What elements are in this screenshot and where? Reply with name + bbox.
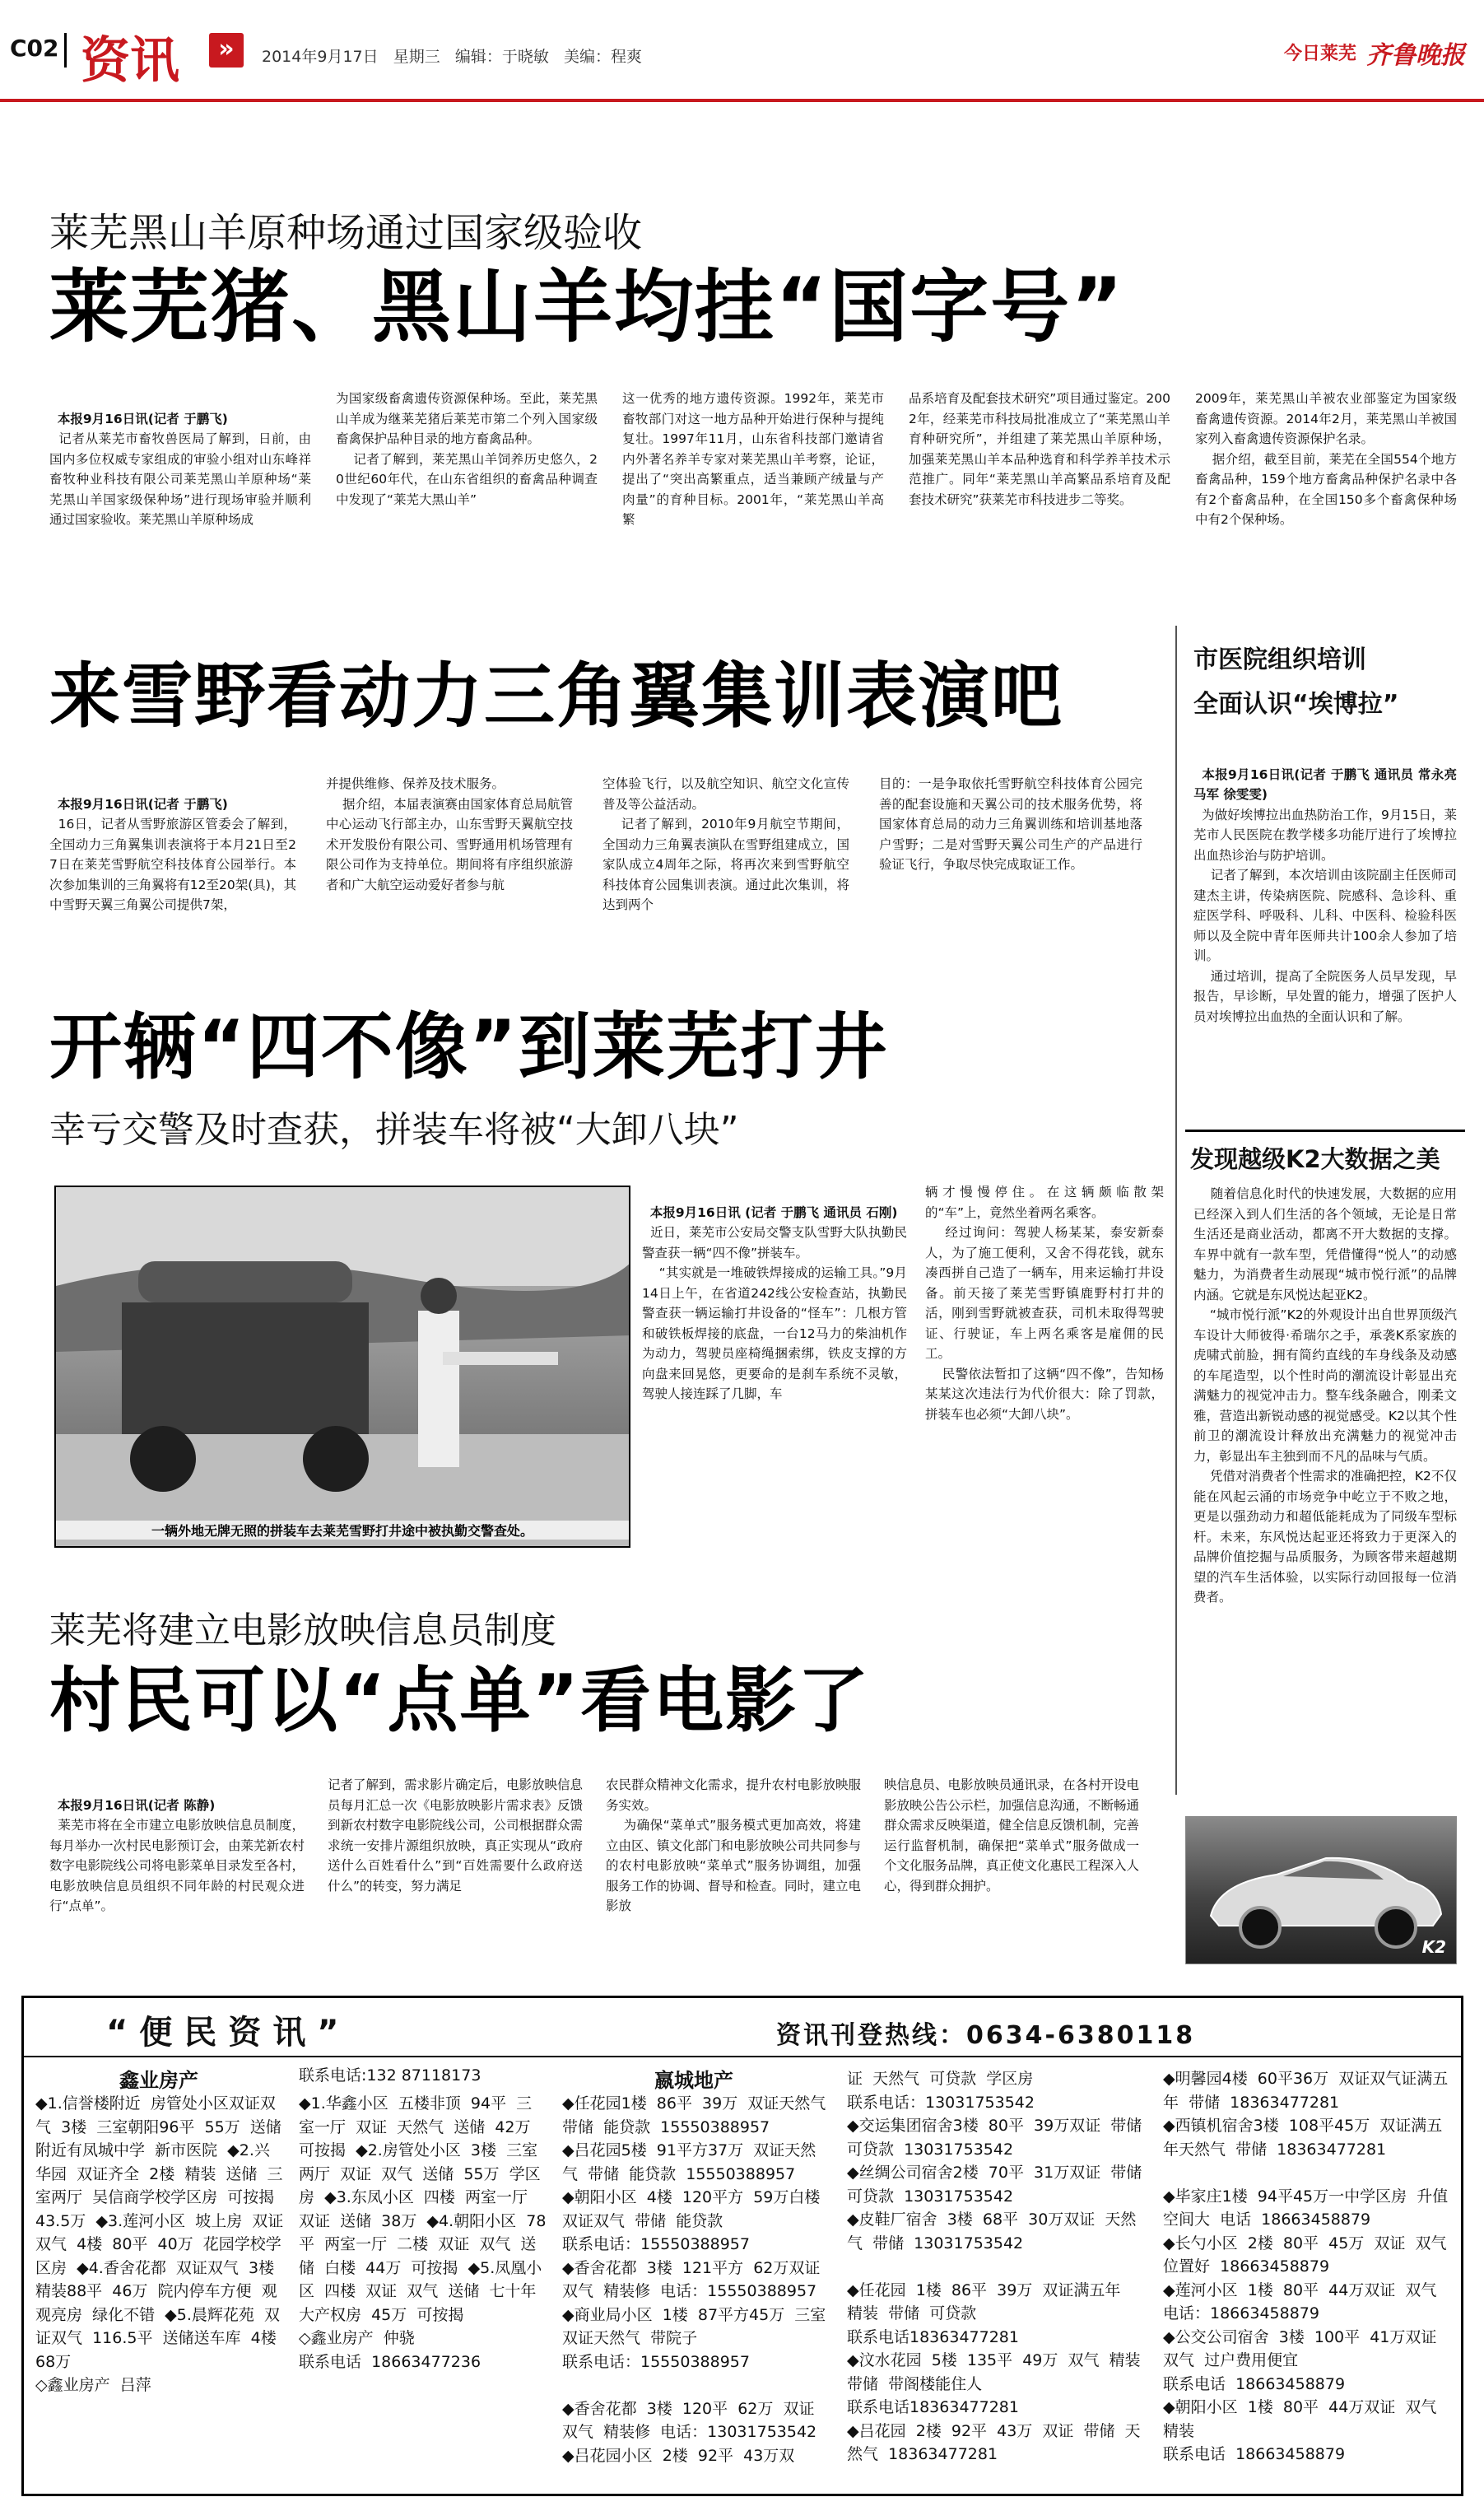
article2-headline: 来雪野看动力三角翼集训表演吧 xyxy=(49,655,1063,738)
classified-box xyxy=(21,1996,1463,2496)
article1-col5: 2009年，莱芜黑山羊被农业部鉴定为国家级畜禽遗传资源。2014年2月，莱芜黑山羊被国家列入畜禽遗传资源保护名录。 据介绍，截至目前，莱芜在全国554个地方畜禽品种，159个地方畜禽品种保护名录中各有2个畜禽品种，在全国150多个畜禽保种场中有2个保种场。 xyxy=(1195,391,1457,527)
ad-col2-head: 联系电话:132 87118173 xyxy=(299,2066,481,2085)
sidebar2-title: 发现越级K2大数据之美 xyxy=(1190,1145,1440,1173)
ad-col3-head: 嬴城地产 xyxy=(654,2069,733,2092)
masthead-meta: 2014年9月17日 星期三 编辑：于晓敏 美编：程爽 xyxy=(262,48,642,66)
article4-byline: 本报9月16日讯(记者 陈静) xyxy=(57,1797,216,1813)
article3-headline: 开辆“四不像”到莱芜打井 xyxy=(49,1004,889,1089)
article2-col4: 目的：一是争取依托雪野航空科技体育公园完善的配套设施和天翼公司的技术服务优势，将国家体育总局的动力三角翼训练和培训基地落户雪野；二是对雪野天翼公司生产的产品进行验证飞行，争取尽快完成取证工作。 xyxy=(879,776,1142,872)
article2-col1 xyxy=(49,774,296,915)
article4-col1 xyxy=(49,1775,305,1917)
article1-headline: 莱芜猪、黑山羊均挂“国字号” xyxy=(49,261,1125,353)
article3-byline: 本报9月16日讯 (记者 于鹏飞 通讯员 石刚) xyxy=(649,1204,898,1220)
sidebar1-title2: 全面认识“埃博拉” xyxy=(1193,690,1399,719)
car-badge: K2 xyxy=(1421,1937,1446,1957)
sidebar2-body: 随着信息化时代的快速发展，大数据的应用已经深入到人们生活的各个领域，无论是日常生活还是商业活动，都离不开大数据的支撑。车界中就有一款车型，凭借懂得“悦人”的动感魅力，为消费者生动展现“城市悦行派”的品牌内涵。它就是东风悦达起亚K2。 “城市悦行派”K2的外观设计出自世界顶级汽车设计大师彼得·希瑞尔之手，承袭K系家族的虎啸式前脸，拥有简约直线的车身线条及动感的车尾造型，以个性时尚的潮流设计彰显出充满魅力的视觉冲击力。整车线条融合，刚柔文雅，营造出新锐动感的视觉感受。K2以其个性前卫的潮流设计释放出充满魅力的视觉冲击力，彰显出车主独到而不凡的品味与气质。 凭借对消费者个性需求的准确把控，K2不仅能在风起云涌的市场竞争中屹立于不败之地，更是以强劲动力和超低能耗成为了同级车型标杆。未来，东风悦达起亚还将致力于更深入的品牌价值挖掘与品质服务，为顾客带来超越期望的汽车生活体验，以实际行动回报每一位消费者。 xyxy=(1193,1186,1457,1605)
masthead-divider xyxy=(64,33,67,68)
ad-col2-body: ◆1.华鑫小区 五楼非顶 94平 三室一厅 双证 天然气 送储 42万 可按揭 ◆2.房管处小区 3楼 三室两厅 双证 双气 送储 55万 学区房 ◆3.东凤小区 四楼 两室一厅 双证 送储 38万 ◆4.朝阳小区 78平 两室一厅 二楼 双证 双气 送储 白楼 44万 可按揭 ◆5.凤凰小区 四楼 双证 双气 送储 七十年大产权房 45万 可按揭 ◇鑫业房产 仲骁 联系电话 18663477236 xyxy=(299,2094,547,2371)
sidebar1-title1: 市医院组织培训 xyxy=(1193,645,1366,674)
section-title: 资讯 xyxy=(81,32,179,90)
article4-kicker: 莱芜将建立电影放映信息员制度 xyxy=(49,1610,556,1651)
article2-col3: 空体验飞行，以及航空知识、航空文化宣传普及等公益活动。 记者了解到，2010年9月航空节期间，全国动力三角翼表演队在雪野组建成立，国家队成立4周年之际，将再次来到雪野航空科技体育公园集训表演。通过此次集训，将达到两个 xyxy=(602,776,849,912)
sidebar-divider xyxy=(1175,626,1177,1795)
sidebar1-body xyxy=(1193,744,1462,1027)
masthead xyxy=(0,0,1484,115)
article2-col2: 并提供维修、保养及技术服务。 据介绍，本届表演赛由国家体育总局航管中心运动飞行部主办，山东雪野天翼航空技术开发股份有限公司、雪野通用机场管理有限公司作为支持单位。期间将有序组织旅游者和广大航空运动爱好者参与航 xyxy=(326,776,573,892)
sidebar2-rule xyxy=(1185,1130,1465,1132)
article1-col1 xyxy=(49,389,311,530)
ad-col1-head: 鑫业房产 xyxy=(119,2069,198,2092)
article1-col4: 品系培育及配套技术研究”项目通过鉴定。2002年，经莱芜市科技局批准成立了“莱芜黑山羊育种研究所”，并组建了莱芜黑山羊原种场，加强莱芜黑山羊本品种选育和科学养羊技术示范推广。同年“莱芜黑山羊高繁品系培育及配套技术研究”获莱芜市科技进步二等奖。 xyxy=(909,391,1170,507)
article2-byline: 本报9月16日讯(记者 于鹏飞) xyxy=(57,796,228,812)
brand-name: 今日莱芜 xyxy=(1284,44,1357,64)
masthead-rule xyxy=(0,99,1484,102)
ad-col4-body: 证 天然气 可贷款 学区房 联系电话：13031753542 ◆交运集团宿舍3楼 80平 39万双证 带储 可贷款 13031753542 ◆丝绸公司宿舍2楼 70平 31万双证 带储 可贷款 13031753542 ◆皮鞋厂宿舍 3楼 68平 30万双证 天然气 带储 13031753542 ◆任花园 1楼 86平 39万 双证满五年 精装 带储 可贷款 联系电话18363477281 ◆汶水花园 5楼 135平 49万 双气 精装 带储 带阁楼能住人 联系电话18363477281 ◆吕花园 2楼 92平 43万 双证 带储 天然气 18363477281 xyxy=(847,2070,1142,2463)
article3-col2: 辆才慢慢停住。在这辆颇临散架的“车”上，竟然坐着两名乘客。 经过询问：驾驶人杨某某，泰安新泰人，为了施工便利，又舍不得花钱，就东凑西拼自己造了一辆车，用来运输打井设备。前天接了莱芜雪野镇鹿野村打井的活，刚到雪野就被查获，司机未取得驾驶证、行驶证，车上两名乘客是雇佣的民工。 民警依法暂扣了这辆“四不像”，告知杨某某这次违法行为代价很大：除了罚款，拼装车也必须“大卸八块”。 xyxy=(925,1185,1165,1422)
article1-col2: 为国家级畜禽遗传资源保种场。至此，莱芜黑山羊成为继莱芜猪后莱芜市第二个列入国家级畜禽保护品种目录的地方畜禽品种。 记者了解到，莱芜黑山羊饲养历史悠久，20世纪60年代，在山东省组织的畜禽品种调查中发现了“莱芜大黑山羊” xyxy=(336,391,598,507)
article2-text: 16日，记者从雪野旅游区管委会了解到，全国动力三角翼集训表演将于本月21日至27日在莱芜雪野航空科技体育公园举行。本次参加集训的三角翼将有12至20架(具)，其中雪野天翼三角翼公司提供7架， xyxy=(49,817,296,912)
article1-byline: 本报9月16日讯(记者 于鹏飞) xyxy=(57,411,228,426)
ad-col3-body: ◆任花园1楼 86平 39万 双证天然气 带储 能贷款 15550388957 ◆吕花园5楼 91平方37万 双证天然气 带储 能贷款 15550388957 ◆朝阳小区 4楼 120平方 59万白楼 双证双气 带储 能贷款 联系电话：15550388957 ◆香舍花都 3楼 121平方 62万双证双气 精装修 电话：15550388957 ◆商业局小区 1楼 87平方45万 三室 双证天然气 带院子 联系电话：15550388957 ◆香舍花都 3楼 120平 62万 双证双气 精装修 电话：13031753542 ◆吕花园小区 2楼 92平 43万双 xyxy=(562,2094,826,2465)
classified-header: “便民资讯” xyxy=(106,2014,351,2052)
ad-col1-body: ◆1.信誉楼附近 房管处小区双证双气 3楼 三室朝阳96平 55万 送储 附近有凤城中学 新市医院 ◆2.兴华园 双证齐全 2楼 精装 送储 三室两厅 吴信商学校学区房 可按揭 43.5万 ◆3.莲河小区 坡上房 双证双气 4楼 80平 40万 花园学校学区房 ◆4.香舍花都 双证双气 3楼 精装88平 46万 院内停车方便 观观亮房 绿化不错 ◆5.晨辉花苑 双证双气 116.5平 送储送车库 4楼 68万 ◇鑫业房产 吕萍 xyxy=(35,2094,284,2394)
car-icon xyxy=(1186,1817,1457,1964)
article3-col1 xyxy=(642,1182,907,1405)
photo-caption: 一辆外地无牌无照的拼装车去莱芜雪野打井途中被执勤交警查处。 xyxy=(56,1521,629,1540)
classified-hotline: 资讯刊登热线：0634-6380118 xyxy=(776,2021,1196,2050)
classified-rule xyxy=(24,2056,1461,2057)
article4-text: 莱芜市将在全市建立电影放映信息员制度，每月举办一次村民电影预订会，由莱芜新农村数字电影院线公司将电影菜单目录发至各村，电影放映信息员组织不同年龄的村民观众进行“点单”。 xyxy=(49,1818,305,1913)
article3-text: 近日，莱芜市公安局交警支队雪野大队执勤民警查获一辆“四不像”拼装车。 “其实就是一堆破铁焊接成的运输工具。”9月14日上午，在省道242线公安检查站，执勤民警查获一辆运输打井设备的“怪车”：几根方管和破铁板焊接的底盘，一台12马力的柴油机作为动力，驾驶员座椅绳捆索绑，铁皮支撑的方向盘来回晃悠，更要命的是刹车系统不灵敏，驾驶人接连踩了几脚，车 xyxy=(642,1225,907,1401)
article1-kicker: 莱芜黑山羊原种场通过国家级验收 xyxy=(49,210,643,256)
ad-col5-body: ◆明馨园4楼 60平36万 双证双气证满五年 带储 18363477281 ◆西镇机宿舍3楼 108平45万 双证满五年天然气 带储 18363477281 ◆毕家庄1楼 94平45万一中学区房 升值空间大 电话 18663458879 ◆长勺小区 2楼 80平 45万 双证 双气 位置好 18663458879 ◆莲河小区 1楼 80平 44万双证 双气 电话：18663458879 ◆公交公司宿舍 3楼 100平 41万双证 双气 过户费用便宜 联系电话 18663458879 ◆朝阳小区 1楼 80平 44万双证 双气 精装 联系电话 18663458879 xyxy=(1163,2070,1449,2463)
photo-illustration xyxy=(56,1187,630,1548)
article4-col4: 映信息员、电影放映员通讯录，在各村开设电影放映公告公示栏，加强信息沟通，不断畅通群众需求反映渠道，健全信息反馈机制，完善运行监督机制，确保把“菜单式”服务做成一个文化服务品牌，真正使文化惠民工程深入人心，得到群众拥护。 xyxy=(884,1777,1140,1894)
article3-subhead: 幸亏交警及时查获，拼装车将被“大卸八块” xyxy=(49,1109,739,1151)
article1-text: 记者从莱芜市畜牧兽医局了解到，日前，由国内多位权威专家组成的审验小组对山东峰祥畜牧种业科技有限公司莱芜黑山羊原种场“莱芜黑山羊国家级保种场”进行现场审验并顺利通过国家验收。莱芜黑山羊原种场成 xyxy=(49,431,311,527)
article4-col2: 记者了解到，需求影片确定后，电影放映信息员每月汇总一次《电影放映影片需求表》反馈到新农村数字电影院线公司，公司根据群众需求统一安排片源组织放映，真正实现从“政府送什么百姓看什么”到“百姓需要什么政府送什么”的转变，努力满足 xyxy=(328,1777,584,1894)
section-arrow-icon: » xyxy=(209,33,244,68)
sidebar1-byline: 本报9月16日讯(记者 于鹏飞 通讯员 常永亮 马军 徐雯雯) xyxy=(1193,766,1462,802)
page-number: C02 xyxy=(10,35,59,62)
paper-logo: 齐鲁晚报 xyxy=(1366,41,1465,70)
sidebar1-text: 为做好埃博拉出血热防治工作，9月15日，莱芜市人民医院在教学楼多功能厅进行了埃博拉出血热诊治与防护培训。 记者了解到，本次培训由该院副主任医师司建杰主讲，传染病医院、院感科、急诊科、重症医学科、呼吸科、儿科、中医科、检验科医师以及全院中青年医师共计100余人参加了培训。 通过培训，提高了全院医务人员早发现，早报告，早诊断，早处置的能力，增强了医护人员对埃博拉出血热的全面认识和了解。 xyxy=(1193,807,1458,1024)
k2-car-ad xyxy=(1185,1816,1457,1964)
article4-headline: 村民可以“点单”看电影了 xyxy=(49,1660,871,1742)
article1-col3: 这一优秀的地方遗传资源。1992年，莱芜市畜牧部门对这一地方品种开始进行保种与提纯复壮。1997年11月，山东省科技部门邀请省内外著名养羊专家对莱芜黑山羊考察，论证，提出了“突出高繁重点，适当兼顾产绒量与产肉量”的育种目标。2001年，“莱芜黑山羊高繁 xyxy=(622,391,884,527)
article3-photo xyxy=(54,1186,630,1548)
article4-col3: 农民群众精神文化需求，提升农村电影放映服务实效。 为确保“菜单式”服务模式更加高效，将建立由区、镇文化部门和电影放映公司共同参与的农村电影放映“菜单式”服务协调组，加强服务工作的协调、督导和检查。同时，建立电影放 xyxy=(606,1777,862,1913)
